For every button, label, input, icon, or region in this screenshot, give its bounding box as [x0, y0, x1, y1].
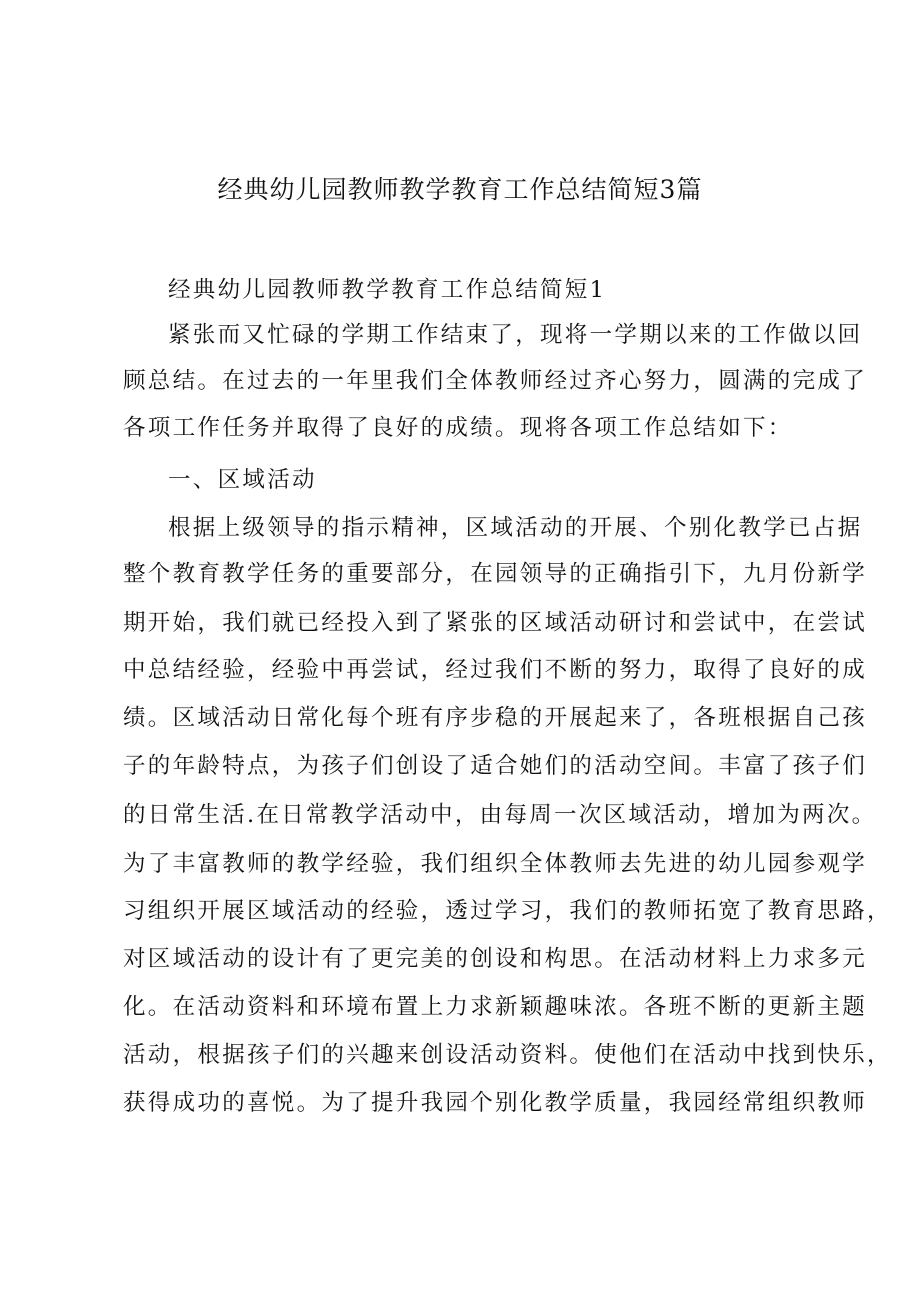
paragraph-line: 子的年龄特点，为孩子们创设了适合她们的活动空间。丰富了孩子们 — [123, 753, 868, 779]
paragraph-line: 活动，根据孩子们的兴趣来创设活动资料。使他们在活动中找到快乐， — [123, 1042, 892, 1068]
paragraph-line: 根据上级领导的指示精神，区域活动的开展、个别化教学已占据 — [168, 515, 863, 541]
paragraph-line: 顾总结。在过去的一年里我们全体教师经过齐心努力，圆满的完成了 — [123, 368, 868, 394]
paragraph-line: 绩。区域活动日常化每个班有序步稳的开展起来了，各班根据自己孩 — [123, 705, 868, 731]
paragraph-line: 整个教育教学任务的重要部分，在园领导的正确指引下，九月份新学 — [123, 561, 868, 587]
paragraph-line: 期开始，我们就已经投入到了紧张的区域活动研讨和尝试中，在尝试 — [123, 610, 868, 636]
paragraph-line: 的日常生活.在日常教学活动中，由每周一次区域活动，增加为两次。 — [123, 802, 877, 828]
paragraph-line: 习组织开展区域活动的经验，透过学习，我们的教师拓宽了教育思路， — [123, 898, 892, 924]
subsection-heading: 一、区域活动 — [168, 467, 317, 493]
document-title: 经典幼儿园教师教学教育工作总结简短3篇 — [217, 175, 703, 204]
paragraph-line: 对区域活动的设计有了更完美的创设和构思。在活动材料上力求多元 — [123, 946, 868, 972]
paragraph-line: 各项工作任务并取得了良好的成绩。现将各项工作总结如下： — [123, 415, 793, 441]
paragraph-line: 中总结经验，经验中再尝试，经过我们不断的努力，取得了良好的成 — [123, 657, 868, 683]
paragraph-line: 紧张而又忙碌的学期工作结束了，现将一学期以来的工作做以回 — [168, 322, 863, 348]
paragraph-line: 获得成功的喜悦。为了提升我园个别化教学质量，我园经常组织教师 — [123, 1090, 868, 1116]
section-heading: 经典幼儿园教师教学教育工作总结简短1 — [168, 277, 607, 303]
paragraph-line: 为了丰富教师的教学经验，我们组织全体教师去先进的幼儿园参观学 — [123, 851, 868, 877]
paragraph-line: 化。在活动资料和环境布置上力求新颖趣味浓。各班不断的更新主题 — [123, 994, 868, 1020]
